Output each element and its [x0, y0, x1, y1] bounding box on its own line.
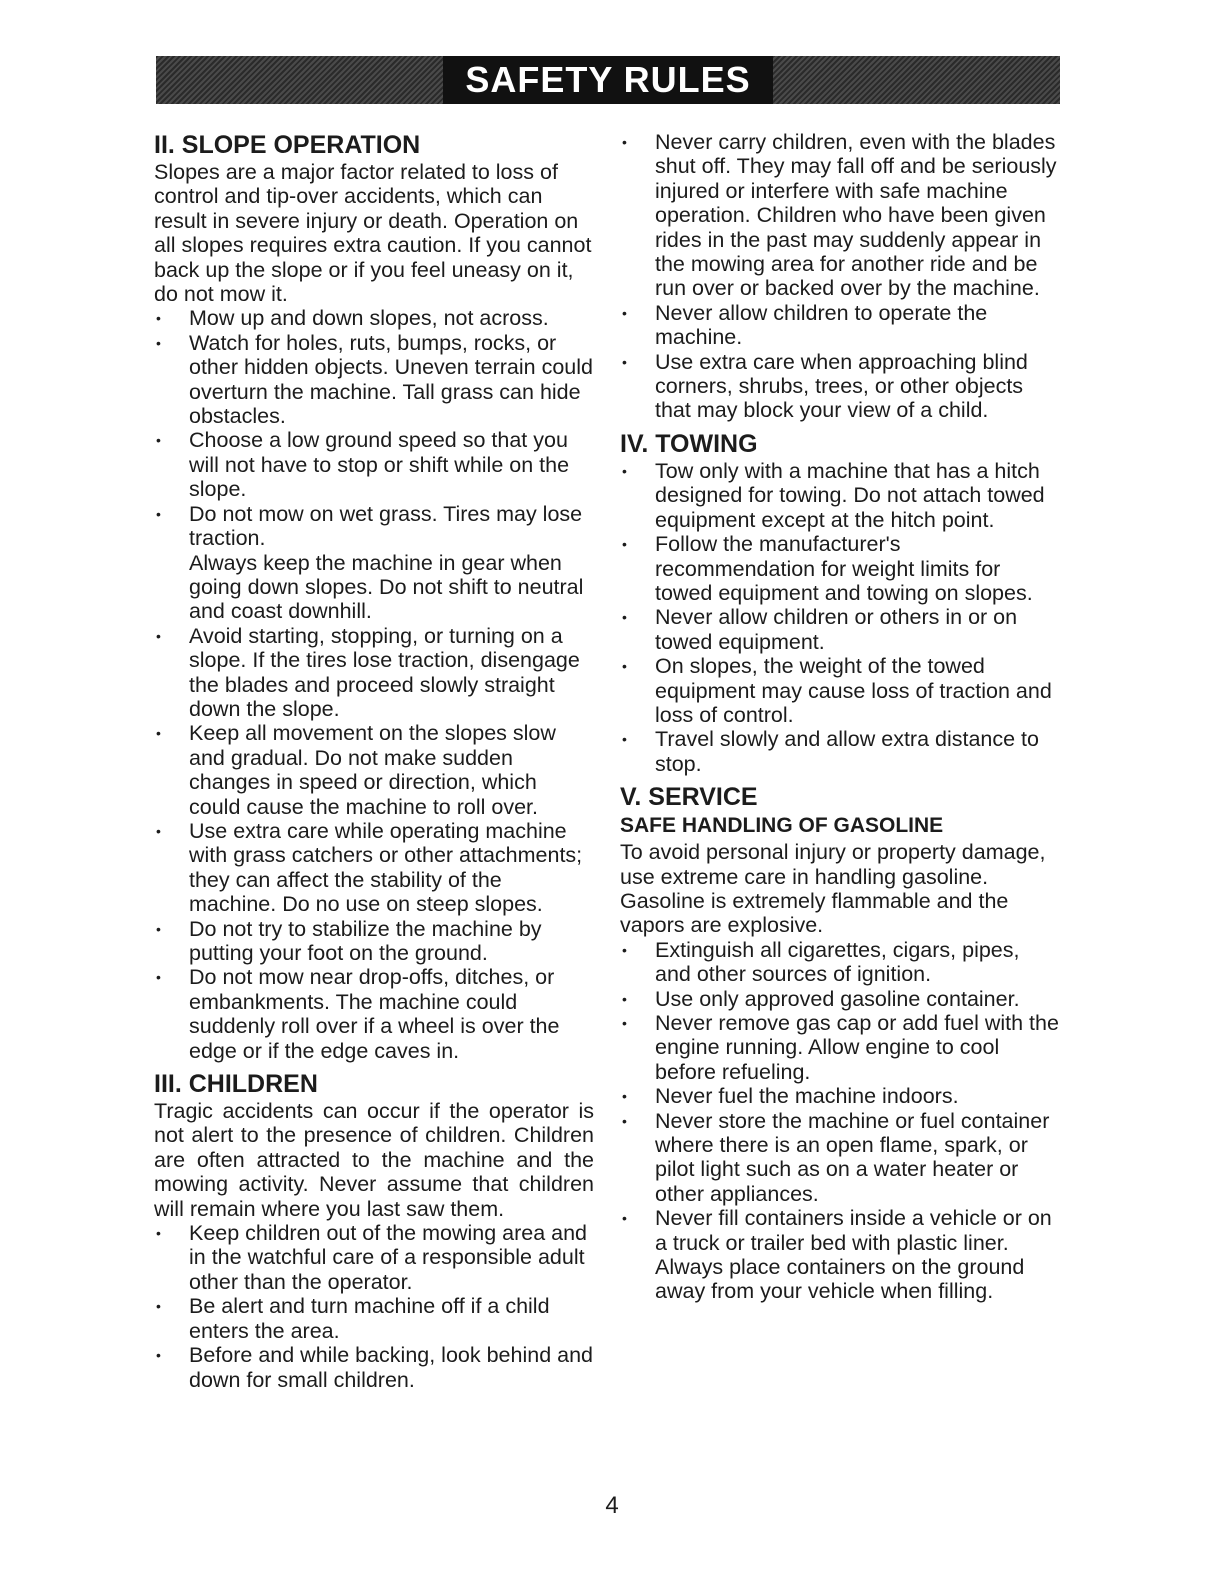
list-item: • Mow up and down slopes, not across.: [156, 306, 549, 331]
list-item: • Never fill containers inside a vehicle or on a truck or trailer bed with plastic liner. Always place containers on the ground away from your vehicle when filling.: [622, 1206, 1052, 1304]
bullet-icon: •: [622, 1112, 627, 1129]
bullet-icon: •: [622, 658, 627, 675]
list-item: • Use extra care while operating machine with grass catchers or other attachments; they can affect the stability of the machine. Do no use on steep slopes.: [156, 818, 583, 917]
bullet-icon: •: [622, 353, 627, 370]
towing-heading: IV. TOWING: [620, 429, 758, 458]
children-bullets: [154, 1221, 594, 1392]
bullet-icon: •: [156, 920, 161, 937]
towing-bullets: [620, 459, 1060, 776]
bullet-icon: •: [156, 627, 161, 644]
bullet-icon: •: [156, 432, 161, 449]
slope-bullets: [154, 306, 594, 1063]
bullet-icon: •: [156, 505, 161, 522]
list-item: • Avoid starting, stopping, or turning on a slope. If the tires lose traction, disengage the blades and proceed slowly straight down the slope.: [156, 623, 580, 721]
list-item: • Be alert and turn machine off if a child enters the area.: [156, 1294, 550, 1343]
bullet-icon: •: [156, 1225, 161, 1242]
bullet-icon: •: [156, 822, 161, 839]
bullet-icon: •: [156, 334, 161, 351]
list-item: • Never carry children, even with the blades shut off. They may fall off and be seriously injured or interfere with safe machine operation. Children who have been given rides in the past may suddenly appear in the mowing area for another ride and be run over or backed over by the machine.: [622, 130, 1057, 301]
children-heading: III. CHILDREN: [154, 1070, 318, 1099]
list-item: • Travel slowly and allow extra distance to stop.: [622, 727, 1039, 776]
bullet-icon: •: [622, 134, 627, 150]
bullet-icon: •: [622, 462, 627, 479]
bullet-icon: •: [622, 941, 627, 958]
list-item: • Do not mow near drop-offs, ditches, or embankments. The machine could suddenly roll over if a wheel is over the edge or if the edge caves in.: [156, 965, 560, 1063]
list-item: • Follow the manufacturer's recommendation for weight limits for towed equipment and towing on slopes.: [622, 532, 1033, 605]
bullet-icon: •: [622, 536, 627, 553]
list-item: • Do not mow on wet grass. Tires may lose traction.: [156, 501, 583, 551]
bullet-icon: •: [622, 731, 627, 748]
list-item: • Before and while backing, look behind and down for small children.: [156, 1343, 594, 1392]
list-item: • Tow only with a machine that has a hitch designed for towing. Do not attach towed equipment except at the hitch point.: [622, 458, 1045, 532]
header-banner: [156, 56, 1060, 104]
service-bullets: [620, 938, 1060, 1304]
bullet-icon: •: [622, 1088, 627, 1105]
list-item: • Extinguish all cigarettes, cigars, pipes, and other sources of ignition.: [622, 937, 1020, 987]
page-title: SAFETY RULES: [443, 56, 772, 104]
bullet-icon: •: [622, 1210, 627, 1227]
bullet-icon: •: [156, 725, 161, 742]
bullet-icon: •: [622, 609, 627, 626]
list-item: • Do not try to stabilize the machine by putting your foot on the ground.: [156, 916, 542, 965]
list-item: • Keep children out of the mowing area and in the watchful care of a responsible adult other than the operator.: [156, 1221, 588, 1294]
list-item: • Watch for holes, ruts, bumps, rocks, or other hidden objects. Uneven terrain could overturn the machine. Tall grass can hide obstacles.: [156, 330, 593, 429]
bullet-icon: •: [156, 969, 161, 986]
bullet-icon: •: [156, 1347, 161, 1364]
slope-heading: II. SLOPE OPERATION: [154, 131, 421, 159]
list-item: • Never fuel the machine indoors.: [622, 1084, 959, 1109]
bullet-icon: •: [622, 990, 627, 1007]
list-item: • Never remove gas cap or add fuel with the engine running. Allow engine to cool before refueling.: [622, 1011, 1059, 1084]
service-intro: To avoid personal injury or property damage, use extreme care in handling gasoline. Gasoline is extremely flammable and the vapors are explosive.: [620, 840, 1046, 938]
list-item: • Use extra care when approaching blind corners, shrubs, trees, or other objects that may block your view of a child.: [622, 349, 1028, 423]
list-item: • Never allow children to operate the machine.: [622, 300, 988, 350]
list-item: • Choose a low ground speed so that you will not have to stop or shift while on the slope.: [156, 428, 570, 502]
list-item: • Use only approved gasoline container.: [622, 986, 1020, 1011]
bullet-icon: •: [622, 1015, 627, 1031]
list-item: • On slopes, the weight of the towed equipment may cause loss of traction and loss of control.: [622, 654, 1052, 727]
service-heading: V. SERVICE: [620, 783, 758, 812]
left-column: [154, 130, 594, 1392]
slope-intro: Slopes are a major factor related to loss of control and tip-over accidents, which can result in severe injury or death. Operation on all slopes requires extra caution. If you cannot back up the slope or if you feel uneasy on it, do not mow it.: [154, 160, 592, 307]
bullet-icon: •: [156, 310, 161, 327]
children-continued-bullets: [620, 130, 1060, 423]
list-item: • Never allow children or others in or on towed equipment.: [622, 605, 1018, 654]
bullet-icon: •: [622, 304, 627, 321]
list-item-note: Always keep the machine in gear when going down slopes. Do not shift to neutral and coast downhill.: [189, 550, 584, 624]
list-item: • Keep all movement on the slopes slow and gradual. Do not make sudden changes in speed or direction, which could cause the machine to roll over.: [156, 721, 556, 819]
page-number: 4: [605, 1492, 619, 1519]
bullet-icon: •: [156, 1298, 161, 1315]
list-item: • Never store the machine or fuel container where there is an open flame, spark, or pilot light such as on a water heater or other appliances.: [622, 1108, 1050, 1206]
right-column: [620, 130, 1060, 1304]
gasoline-subheading: SAFE HANDLING OF GASOLINE: [620, 814, 944, 838]
children-intro: Tragic accidents can occur if the operator is not alert to the presence of children. Children are often attracted to the machine and the mowing activity. Never assume that children will remain where you last saw them.: [154, 1099, 594, 1221]
